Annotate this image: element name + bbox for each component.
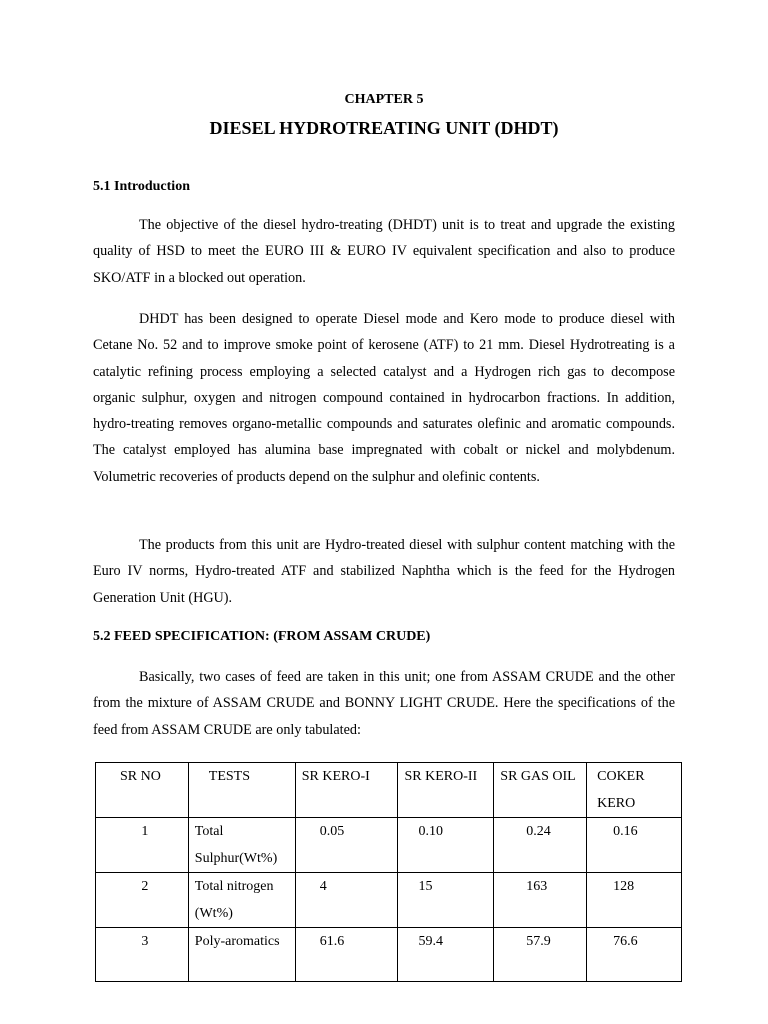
table-header-cell: SR KERO-I [295,763,398,818]
chapter-title: DIESEL HYDROTREATING UNIT (DHDT) [209,118,559,138]
table-header-cell: TESTS [188,763,295,818]
table-row [96,873,682,928]
table-cell: 4 [295,873,398,928]
table-cell: 76.6 [587,928,682,982]
table-cell: 59.4 [398,928,494,982]
table-cell: 0.16 [587,818,682,873]
table-cell: 15 [398,873,494,928]
section-heading-feed-specification: 5.2 FEED SPECIFICATION: (FROM ASSAM CRUDE) [93,629,431,644]
intro-paragraph-3: The products from this unit are Hydro-treated diesel with sulphur content matching with the Euro IV norms, Hydro-treated ATF and stabilized Naphtha which is the feed for the Hydrogen Generation Unit (HGU). [93,537,675,606]
table-header-row [96,763,682,818]
table-header-cell: SR KERO-II [398,763,494,818]
table-cell: 0.24 [494,818,587,873]
table-cell: 0.10 [398,818,494,873]
table-cell: 163 [494,873,587,928]
table-row [96,928,682,982]
table-row [96,818,682,873]
table-cell: 57.9 [494,928,587,982]
table-cell: Poly-aromatics [188,928,295,982]
table-header-cell: SR GAS OIL [494,763,587,818]
table-cell: 2 [96,873,189,928]
feed-paragraph: Basically, two cases of feed are taken in this unit; one from ASSAM CRUDE and the other from the mixture of ASSAM CRUDE and BONNY LIGHT CRUDE. Here the specifications of the feed from ASSAM CRUDE are only tabulated: [93,669,675,738]
table-cell: 128 [587,873,682,928]
table-header-cell: COKER KERO [587,763,682,818]
feed-specification-table [95,762,682,982]
table-cell: 0.05 [295,818,398,873]
table-cell: Total nitrogen (Wt%) [188,873,295,928]
table-cell: 1 [96,818,189,873]
intro-paragraph-2: DHDT has been designed to operate Diesel mode and Kero mode to produce diesel with Cetane No. 52 and to improve smoke point of kerosene (ATF) to 21 mm. Diesel Hydrotreating is a catalytic refining process employing a selected catalyst and a Hydrogen rich gas to decompose organic sulphur, oxygen and nitrogen compound contained in hydrocarbon fractions. In addition, hydro-treating removes organo-metallic compounds and saturates olefinic and aromatic compounds. The catalyst employed has alumina base impregnated with cobalt or nickel and molybdenum. Volumetric recoveries of products depend on the sulphur and olefinic contents. [93,311,675,485]
chapter-label: CHAPTER 5 [344,92,424,107]
table-cell: 3 [96,928,189,982]
table-cell: Total Sulphur(Wt%) [188,818,295,873]
section-heading-introduction: 5.1 Introduction [93,179,190,194]
intro-paragraph-1: The objective of the diesel hydro-treating (DHDT) unit is to treat and upgrade the existing quality of HSD to meet the EURO III & EURO IV equivalent specification and also to produce SKO/ATF in a blocked out operation. [93,217,675,286]
table-cell: 61.6 [295,928,398,982]
table-header-cell: SR NO [96,763,189,818]
